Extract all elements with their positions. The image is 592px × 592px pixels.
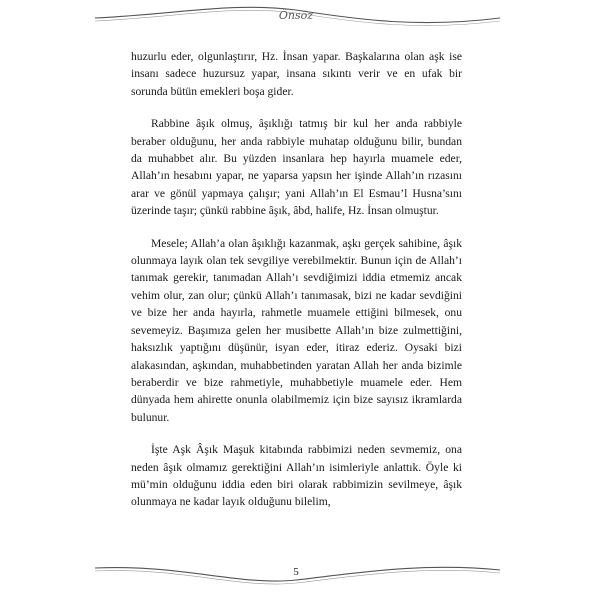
paragraph-4: İşte Aşk Âşık Maşuk kitabında rabbimizi neden sevmemiz, ona neden âşık olmamız gerektiğini Allah’ın isimleriyle anlattık. Öyle ki mü’min olduğunu iddia eden biri olarak rabbimizin sevilmeye, âşık olunmaya ne kadar layık olduğunu bilelim, bbox=[131, 443, 462, 509]
paragraph-3: Mesele; Allah’a olan âşıklığı kazanmak, aşkı gerçek sahibine, âşık olunmaya layık olan tek sevgiliye verebilmektir. Bunun için de Allah’ı tanımak gerekir, tanımadan Allah’ı sevdiğimizi iddia etmemiz ancak vehim olur, zan olur; çünkü Allah’ı tanımasak, bizi ne kadar sevdiğini ve bize her anda hayırla, rahmetle muamele ettiğini bilmesek, onu sevemeyiz. Başımıza gelen her musibette Allah’ın bize zulmettiğini, haksızlık yaptığını düşünür, isyan eder, itiraz ederiz. Oysaki bizi alakasından, aşkından, muhabbetinden yaratan Allah her anda bizimle beraberdir ve bize rahmetiyle, muhabbetiyle muamele eder. Hem dünyada hem ahirette onunla olabilmemiz için bize sayısız ikramlarda bulunur. bbox=[131, 236, 462, 424]
page-number: 5 bbox=[293, 566, 299, 578]
running-head-title: Önsöz bbox=[278, 9, 314, 22]
page-body bbox=[131, 48, 462, 526]
paragraph-2: Rabbine âşık olmuş, âşıklığı tatmış bir kul her anda rabbiyle beraber olduğunu, her anda rabbiyle muhatap olduğunu bilir, bundan da muhabbet alır. Bu yüzden insanlara hep hayırla muamele eder, Allah’ın hesabını yapar, ne yaparsa yapsın her işinde Allah’ın rızasını arar ve gönül yapmaya çalışır; yani Allah’ın El Esmau’l Husna’sını üzerinde taşır; çünkü rabbine âşık, âbd, halife, Hz. İnsan olmuştur. bbox=[131, 117, 462, 218]
paragraph-1: huzurlu eder, olgunlaştırır, Hz. İnsan yapar. Başkalarına olan aşk ise insanı sadece huzursuz yapar, insana sıkıntı verir ve en ufak bir sorunda bütün emekleri boşa gider. bbox=[131, 50, 462, 98]
